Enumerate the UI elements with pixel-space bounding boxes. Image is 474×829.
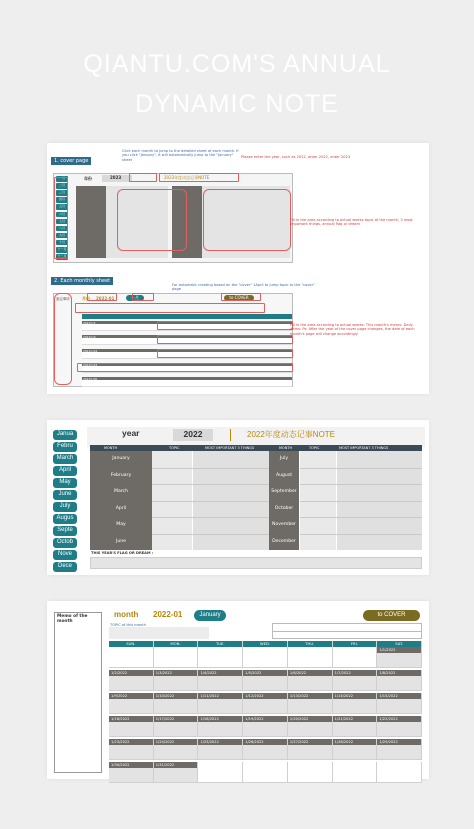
month-nav-button[interactable]: June — [53, 490, 77, 500]
calendar-day-note-cell[interactable] — [377, 745, 422, 760]
note-enter-year: Please enter the year, such as 2022, enter 2022, enter 2023 — [241, 155, 351, 159]
mini-days-header — [82, 314, 292, 319]
calendar-date-cell[interactable]: 1/15/2022 — [377, 693, 422, 699]
calendar-day-note-cell[interactable] — [377, 768, 422, 783]
topic-field[interactable] — [109, 627, 209, 639]
cover-month-right-label: July — [279, 456, 289, 461]
calendar-date-cell[interactable]: 1/9/2022 — [109, 693, 154, 699]
calendar-date-cell[interactable]: 1/19/2022 — [243, 716, 288, 722]
mini-week-date: 2022/1/30 — [83, 376, 98, 381]
cover-year-value: 2022 — [173, 429, 213, 441]
calendar-day-note-cell[interactable] — [288, 676, 333, 691]
mini-month-button[interactable]: 九月 — [56, 233, 68, 239]
calendar-date-cell[interactable]: 1/6/2022 — [288, 670, 333, 676]
mini-month-button[interactable]: 十二月 — [57, 254, 67, 259]
mini-year-label: 年份 — [84, 176, 92, 181]
highlight-week2 — [157, 335, 293, 344]
calendar-day-note-cell[interactable] — [243, 745, 288, 760]
cover-month-left-label: February — [110, 472, 132, 478]
col-topic-right: TOPIC — [309, 445, 320, 450]
calendar-date-cell[interactable]: 1/2/2022 — [109, 670, 154, 676]
memo-label: Memo of the month — [57, 614, 88, 624]
calendar-day-note-cell[interactable] — [333, 768, 378, 783]
calendar-day-label: MON. — [154, 641, 199, 647]
highlight-pill — [132, 293, 154, 301]
calendar-day-note-cell[interactable] — [377, 699, 422, 714]
month-label: month — [114, 610, 139, 619]
cover-row-divider-left — [152, 468, 269, 469]
calendar-day-note-cell[interactable] — [333, 722, 378, 737]
cover-left-month-col — [90, 451, 152, 550]
cover-row-divider-left — [152, 534, 269, 535]
cover-banner: 2022年度动态记事NOTE — [247, 430, 336, 439]
calendar-date-cell[interactable]: 1/10/2022 — [154, 693, 199, 699]
mini-month-pill: 一月 — [126, 295, 144, 301]
month-nav-button[interactable]: March — [53, 454, 77, 464]
calendar-day-note-cell[interactable] — [288, 768, 333, 783]
col-topic-left: TOPIC — [169, 445, 180, 450]
cover-row-divider-right — [300, 501, 422, 502]
topic-label: TOPIC of this month — [110, 623, 146, 627]
month-pill[interactable]: January — [194, 610, 226, 621]
highlight-week4 — [77, 363, 293, 372]
calendar-day-note-cell[interactable] — [154, 745, 199, 760]
calendar-week-body-row — [109, 768, 422, 783]
instruction-card — [47, 143, 429, 394]
calendar-day-note-cell[interactable] — [333, 745, 378, 760]
highlight-banner — [159, 173, 239, 182]
calendar-date-cell[interactable]: 1/20/2022 — [288, 716, 333, 722]
calendar-week-body-row — [109, 699, 422, 714]
topic-side-box — [272, 623, 422, 639]
calendar-day-note-cell[interactable] — [198, 768, 243, 783]
calendar-day-note-cell[interactable] — [377, 722, 422, 737]
calendar-day-note-cell[interactable] — [198, 722, 243, 737]
calendar-day-label: FRI. — [333, 641, 378, 647]
mini-banner: 2023年度动态记事NOTE — [164, 175, 210, 180]
calendar-date-cell[interactable]: 1/31/2022 — [154, 762, 199, 768]
cover-month-left-label: January — [112, 456, 130, 461]
cover-month-left-label: March — [113, 489, 128, 494]
calendar-day-note-cell[interactable] — [243, 676, 288, 691]
highlight-right-area — [203, 189, 291, 251]
month-nav-button[interactable]: Nove — [53, 550, 77, 560]
calendar-day-note-cell[interactable] — [198, 653, 243, 668]
cover-row-divider-left — [152, 501, 269, 502]
to-cover-button[interactable]: to COVER — [363, 610, 420, 621]
col-month-right: MONTH — [279, 445, 293, 450]
calendar-day-note-cell[interactable] — [109, 745, 154, 760]
calendar-day-label: THU. — [288, 641, 333, 647]
calendar-day-label: SAT. — [377, 641, 422, 647]
calendar-date-cell[interactable]: 1/16/2022 — [109, 716, 154, 722]
calendar-date-cell[interactable]: 1/18/2022 — [198, 716, 243, 722]
mini-month-button[interactable]: 二月 — [56, 183, 68, 189]
calendar-day-label: SUN. — [109, 641, 154, 647]
highlight-year — [129, 173, 157, 182]
highlight-left-area — [117, 189, 187, 251]
calendar-day-note-cell[interactable] — [154, 722, 199, 737]
calendar-date-cell[interactable]: 1/29/2022 — [377, 739, 422, 745]
mini-month-button[interactable]: 十月 — [56, 240, 68, 246]
calendar-date-cell[interactable]: 1/4/2022 — [198, 670, 243, 676]
highlight-cover — [221, 293, 261, 301]
calendar-day-note-cell[interactable] — [333, 653, 378, 668]
cover-month-right-label: August — [275, 472, 293, 478]
cover-row-divider-left — [152, 484, 269, 485]
mini-week-date: 2022/1/2 — [83, 320, 96, 325]
calendar-day-note-cell[interactable] — [377, 653, 422, 668]
mini-week-date: 2022/1/9 — [83, 334, 96, 339]
note-auto-create: For automatic creating based on the "cover" 1April to jump topic to the "cover" page — [172, 283, 315, 292]
mini-year-value: 2023 — [102, 175, 132, 182]
calendar-day-note-cell[interactable] — [288, 722, 333, 737]
calendar-date-cell[interactable]: 1/5/2022 — [243, 670, 288, 676]
calendar-date-cell[interactable]: 1/21/2022 — [333, 716, 378, 722]
calendar-day-note-cell[interactable] — [198, 745, 243, 760]
cover-month-right-label: October — [274, 505, 294, 511]
section-monthly-label: 2. Each monthly sheet — [51, 277, 113, 285]
mini-memo-label: 备忘事项 — [56, 297, 70, 301]
page-title-line2: DYNAMIC NOTE — [135, 90, 339, 118]
highlight-month-list — [54, 177, 68, 259]
mini-month-button[interactable]: 七月 — [56, 219, 68, 225]
calendar-day-note-cell[interactable] — [109, 653, 154, 668]
calendar-date-cell[interactable]: 1/1/2022 — [377, 647, 422, 653]
calendar-day-note-cell[interactable] — [243, 768, 288, 783]
month-nav-button[interactable]: Janua — [53, 430, 77, 440]
calendar-date-cell[interactable]: 1/25/2022 — [198, 739, 243, 745]
calendar-date-cell[interactable]: 1/12/2022 — [243, 693, 288, 699]
calendar-date-cell[interactable]: 1/13/2022 — [288, 693, 333, 699]
col-three-left: MOST IMPORTANT 3 THINGS — [205, 445, 255, 450]
calendar-day-note-cell[interactable] — [198, 699, 243, 714]
calendar-date-cell[interactable]: 1/23/2022 — [109, 739, 154, 745]
mini-week-date: 2022/1/23 — [83, 362, 98, 367]
cover-row-divider-right — [300, 517, 422, 518]
calendar-day-note-cell[interactable] — [243, 699, 288, 714]
note-fill-weeks: Fill in the area according to actual weeks. This month's memo. Daily items: Ps: After the year of the cover page changes, the date of each month's page will change accordingly — [290, 323, 415, 336]
calendar-day-note-cell[interactable] — [109, 768, 154, 783]
calendar-day-note-cell[interactable] — [288, 745, 333, 760]
calendar-day-label: WED. — [243, 641, 288, 647]
cover-flag-label: THIS YEAR'S FLAG OR DREAM : — [91, 551, 154, 555]
cover-page-card — [47, 420, 429, 575]
calendar-week-body-row — [109, 653, 422, 668]
mini-to-cover: to COVER — [224, 295, 254, 301]
cover-month-right-label: September — [271, 489, 297, 494]
cover-row-divider-right — [300, 468, 422, 469]
calendar-day-label: TUE. — [198, 641, 243, 647]
calendar-day-note-cell[interactable] — [288, 699, 333, 714]
calendar-date-cell[interactable]: 1/8/2022 — [377, 670, 422, 676]
mini-month-button[interactable]: 六月 — [56, 212, 68, 218]
mini-month-button[interactable]: 十一月 — [57, 247, 67, 251]
month-nav-button[interactable]: May — [53, 478, 77, 488]
cover-month-left-label: May — [116, 522, 126, 527]
highlight-topic — [75, 303, 265, 313]
calendar-date-cell[interactable]: 1/30/2022 — [109, 762, 154, 768]
month-nav-button[interactable]: July — [53, 502, 77, 512]
month-nav-button[interactable]: Febru — [53, 442, 77, 452]
memo-box[interactable] — [54, 612, 102, 773]
monthly-sheet-card — [47, 601, 429, 779]
calendar-date-cell[interactable]: 1/3/2022 — [154, 670, 199, 676]
calendar-date-cell[interactable]: 1/24/2022 — [154, 739, 199, 745]
calendar-day-note-cell[interactable] — [333, 699, 378, 714]
calendar-day-note-cell[interactable] — [377, 676, 422, 691]
section-cover-label: 1. cover page — [51, 157, 91, 165]
calendar-week-body-row — [109, 722, 422, 737]
month-nav-button[interactable]: Septe — [53, 526, 77, 536]
highlight-month — [87, 293, 117, 301]
mini-month-button[interactable]: 三月 — [56, 190, 68, 196]
note-fill-area: Fill in the area according to actual weeks topic of the month, 3 most important things, annual flag or dream — [290, 218, 413, 227]
month-nav-button[interactable]: April — [53, 466, 77, 476]
calendar-day-note-cell[interactable] — [198, 676, 243, 691]
cover-year-label: year — [122, 428, 140, 438]
col-month-left: MONTH — [104, 445, 118, 450]
mini-left-month-col — [76, 186, 106, 258]
topic-side-divider — [273, 631, 421, 632]
calendar-day-note-cell[interactable] — [243, 653, 288, 668]
highlight-week3 — [157, 349, 293, 358]
calendar-day-note-cell[interactable] — [154, 699, 199, 714]
calendar-date-cell[interactable]: 1/27/2022 — [288, 739, 333, 745]
cover-row-divider-left — [152, 517, 269, 518]
calendar-day-note-cell[interactable] — [333, 676, 378, 691]
month-value: 2022-01 — [153, 610, 183, 619]
calendar-day-note-cell[interactable] — [109, 676, 154, 691]
note-click-month: Click each month to jump to the detailed sheet of each month. If you click "January", it will automatically jump to the "January" sheet — [122, 149, 239, 162]
mini-month-button[interactable]: 五月 — [56, 204, 68, 210]
highlight-week1 — [157, 321, 293, 330]
calendar-week-body-row — [109, 676, 422, 691]
mini-week-date-strip — [82, 377, 292, 380]
mini-month-label: 月份 — [82, 296, 90, 301]
cover-divider — [230, 429, 231, 441]
mini-week-row — [82, 377, 292, 387]
mini-month-button[interactable]: 四月 — [56, 197, 68, 203]
cover-row-divider-right — [300, 484, 422, 485]
calendar-day-note-cell[interactable] — [243, 722, 288, 737]
calendar-day-note-cell[interactable] — [154, 768, 199, 783]
cover-month-right-label: December — [272, 538, 296, 544]
calendar-date-cell[interactable]: 1/14/2022 — [333, 693, 378, 699]
calendar-date-cell[interactable]: 1/22/2022 — [377, 716, 422, 722]
page-title-line1: QIANTU.COM'S ANNUAL — [83, 50, 391, 78]
calendar-day-note-cell[interactable] — [109, 722, 154, 737]
calendar-date-cell[interactable]: 1/17/2022 — [154, 716, 199, 722]
calendar-day-note-cell[interactable] — [154, 653, 199, 668]
cover-row-divider-right — [300, 534, 422, 535]
mini-month-button[interactable]: 一月 — [56, 176, 68, 182]
mini-week-date: 2022/1/16 — [83, 348, 98, 353]
calendar-date-cell[interactable]: 1/11/2022 — [198, 693, 243, 699]
mini-month-button[interactable]: 八月 — [56, 226, 68, 232]
month-nav-button[interactable]: Octob — [53, 538, 77, 548]
calendar-day-note-cell[interactable] — [288, 653, 333, 668]
cover-flag-field[interactable] — [90, 557, 422, 569]
cover-month-right-label: November — [272, 522, 296, 527]
calendar-day-note-cell[interactable] — [154, 676, 199, 691]
col-three-right: MOST IMPORTANT 3 THINGS — [339, 445, 389, 450]
cover-month-left-label: June — [115, 538, 126, 544]
calendar-day-note-cell[interactable] — [109, 699, 154, 714]
cover-month-left-label: April — [115, 505, 127, 511]
calendar-date-cell[interactable]: 1/7/2022 — [333, 670, 378, 676]
calendar-date-cell[interactable]: 1/28/2022 — [333, 739, 378, 745]
calendar-date-cell[interactable]: 1/26/2022 — [243, 739, 288, 745]
calendar-week-body-row — [109, 745, 422, 760]
cover-right-month-col — [269, 451, 299, 550]
mini-month-value: 2022-01 — [96, 296, 115, 301]
highlight-memo — [54, 293, 72, 385]
month-nav-button[interactable]: Augus — [53, 514, 77, 524]
month-nav-button[interactable]: Dece — [53, 562, 77, 572]
